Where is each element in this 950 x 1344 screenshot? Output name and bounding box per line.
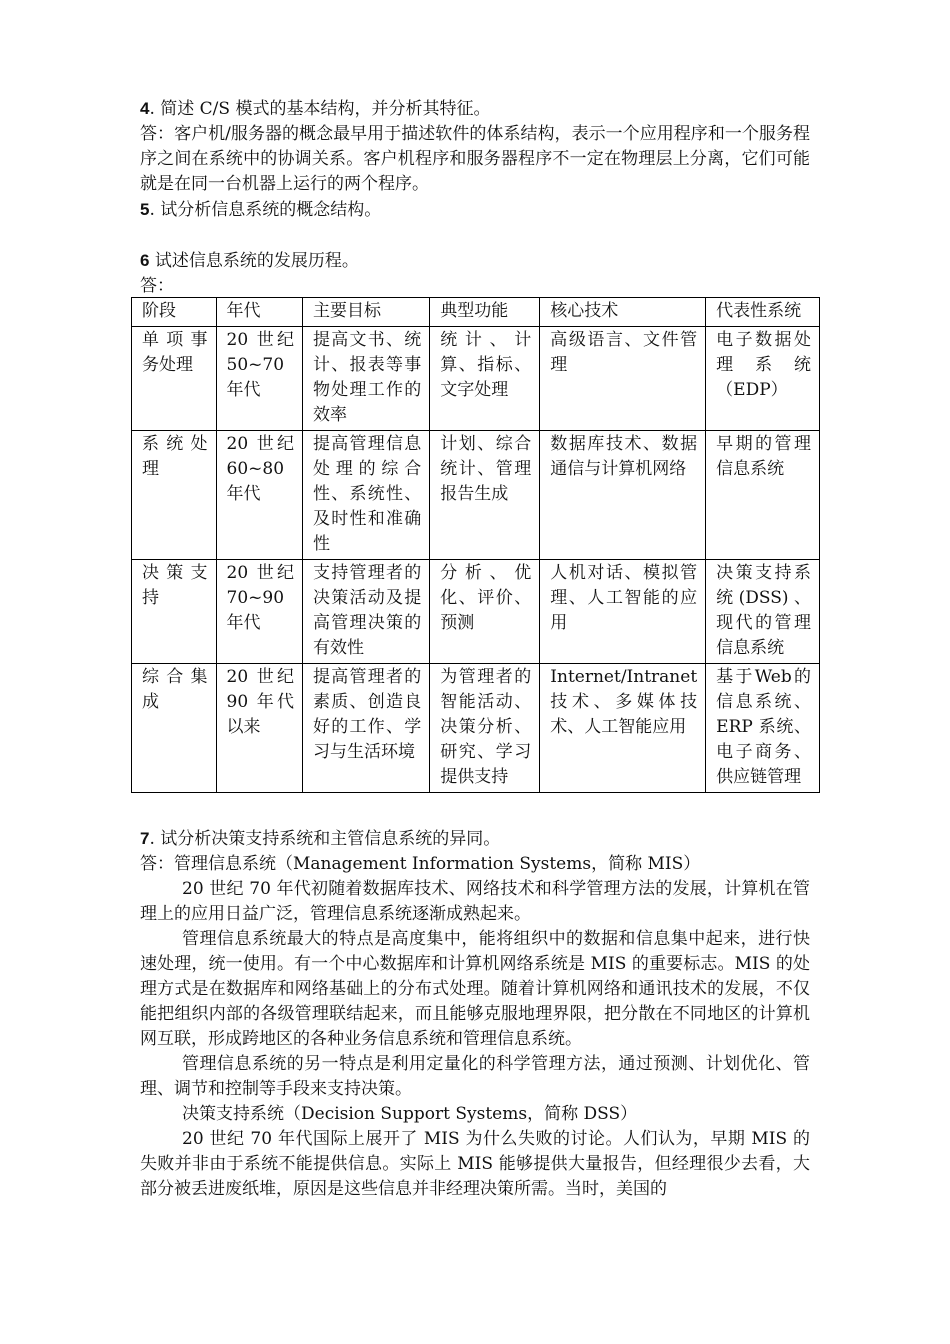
question-7-answer-heading: 答：管理信息系统（Management Information Systems，简称 MIS） [140,854,701,874]
cell-technology: 高级语言、文件管理 [540,327,706,431]
table-header-row [132,298,820,327]
table-row [132,560,820,664]
question-5-number: 5 [140,200,150,219]
header-function: 典型功能 [430,298,540,327]
cell-era: 20 世纪 50~70 年代 [216,327,302,431]
paragraph: 管理信息系统的另一特点是利用定量化的科学管理方法，通过预测、计划优化、管理、调节和控制等手段来支持决策。 [140,1054,810,1099]
cell-function: 计划、综合统计、管理报告生成 [430,431,540,560]
cell-goal: 提高管理信息处理的综合性、系统性、及时性和准确性 [303,431,430,560]
cell-stage: 系统处理 [132,431,217,560]
question-7 [140,826,810,852]
cell-system: 决策支持系统(DSS)、现代的管理信息系统 [706,560,820,664]
cell-technology: 人机对话、模拟管理、人工智能的应用 [540,560,706,664]
header-stage: 阶段 [132,298,217,327]
dss-heading: 决策支持系统（Decision Support Systems，简称 DSS） [182,1104,638,1124]
question-5 [140,197,810,223]
question-6 [140,248,810,274]
cell-function: 分析、优化、评价、预测 [430,560,540,664]
header-goal: 主要目标 [303,298,430,327]
cell-system: 电子数据处理系统（EDP） [706,327,820,431]
question-7-number: 7 [140,829,150,848]
document-bottom [140,826,810,1202]
header-system: 代表性系统 [706,298,820,327]
cell-goal: 提高文书、统计、报表等事物处理工作的效率 [303,327,430,431]
table-row [132,664,820,793]
cell-stage: 单项事务处理 [132,327,217,431]
table-row [132,327,820,431]
table-row [132,431,820,560]
spacer [140,223,810,248]
question-4 [140,96,810,122]
cell-function: 统计、计算、指标、文字处理 [430,327,540,431]
history-table [131,297,820,793]
cell-system: 基于Web的信息系统、ERP 系统、电子商务、供应链管理 [706,664,820,793]
cell-stage: 决策支持 [132,560,217,664]
question-5-text: . 试分析信息系统的概念结构。 [149,200,382,220]
header-era: 年代 [216,298,302,327]
paragraph: 管理信息系统最大的特点是高度集中，能将组织中的数据和信息集中起来，进行快速处理，统一使用。有一个中心数据库和计算机网络系统是 MIS 的重要标志。MIS 的处理方式是在数据库和网络基础上的分布式处理。随着计算机网络和通讯技术的发展，不仅能把组织内部的各级管理联结起来，而且能够克服地理界限，把分散在不同地区的计算机网互联，形成跨地区的各种业务信息系统和管理信息系统。 [140,929,810,1049]
cell-technology: Internet/Intranet 技术、多媒体技术、人工智能应用 [540,664,706,793]
question-7-text: . 试分析决策支持系统和主管信息系统的异同。 [149,829,501,849]
question-4-number: 4 [140,99,150,118]
cell-era: 20 世纪 90 年代以来 [216,664,302,793]
cell-technology: 数据库技术、数据通信与计算机网络 [540,431,706,560]
cell-era: 20 世纪 70~90 年代 [216,560,302,664]
header-technology: 核心技术 [540,298,706,327]
question-4-answer: 答：客户机/服务器的概念最早用于描述软件的体系结构，表示一个应用程序和一个服务程序之间在系统中的协调关系。客户机程序和服务器程序不一定在物理层上分离，它们可能就是在同一台机器上运行的两个程序。 [140,124,810,194]
question-6-number: 6 [140,251,150,270]
cell-stage: 综合集成 [132,664,217,793]
paragraph: 20 世纪 70 年代国际上展开了 MIS 为什么失败的讨论。人们认为，早期 MIS 的失败并非由于系统不能提供信息。实际上 MIS 能够提供大量报告，但经理很少去看，大部分被丢进废纸堆，原因是这些信息并非经理决策所需。当时，美国的 [140,1129,810,1199]
cell-goal: 支持管理者的决策活动及提高管理决策的有效性 [303,560,430,664]
cell-era: 20 世纪 60~80 年代 [216,431,302,560]
question-4-text: . 简述 C/S 模式的基本结构，并分析其特征。 [149,99,491,119]
question-6-answer-label: 答： [140,276,174,296]
cell-goal: 提高管理者的素质、创造良好的工作、学习与生活环境 [303,664,430,793]
paragraph: 20 世纪 70 年代初随着数据库技术、网络技术和科学管理方法的发展，计算机在管理上的应用日益广泛，管理信息系统逐渐成熟起来。 [140,879,810,924]
cell-system: 早期的管理信息系统 [706,431,820,560]
question-6-text: 试述信息系统的发展历程。 [149,251,359,271]
document-top [140,96,810,299]
cell-function: 为管理者的智能活动、决策分析、研究、学习提供支持 [430,664,540,793]
